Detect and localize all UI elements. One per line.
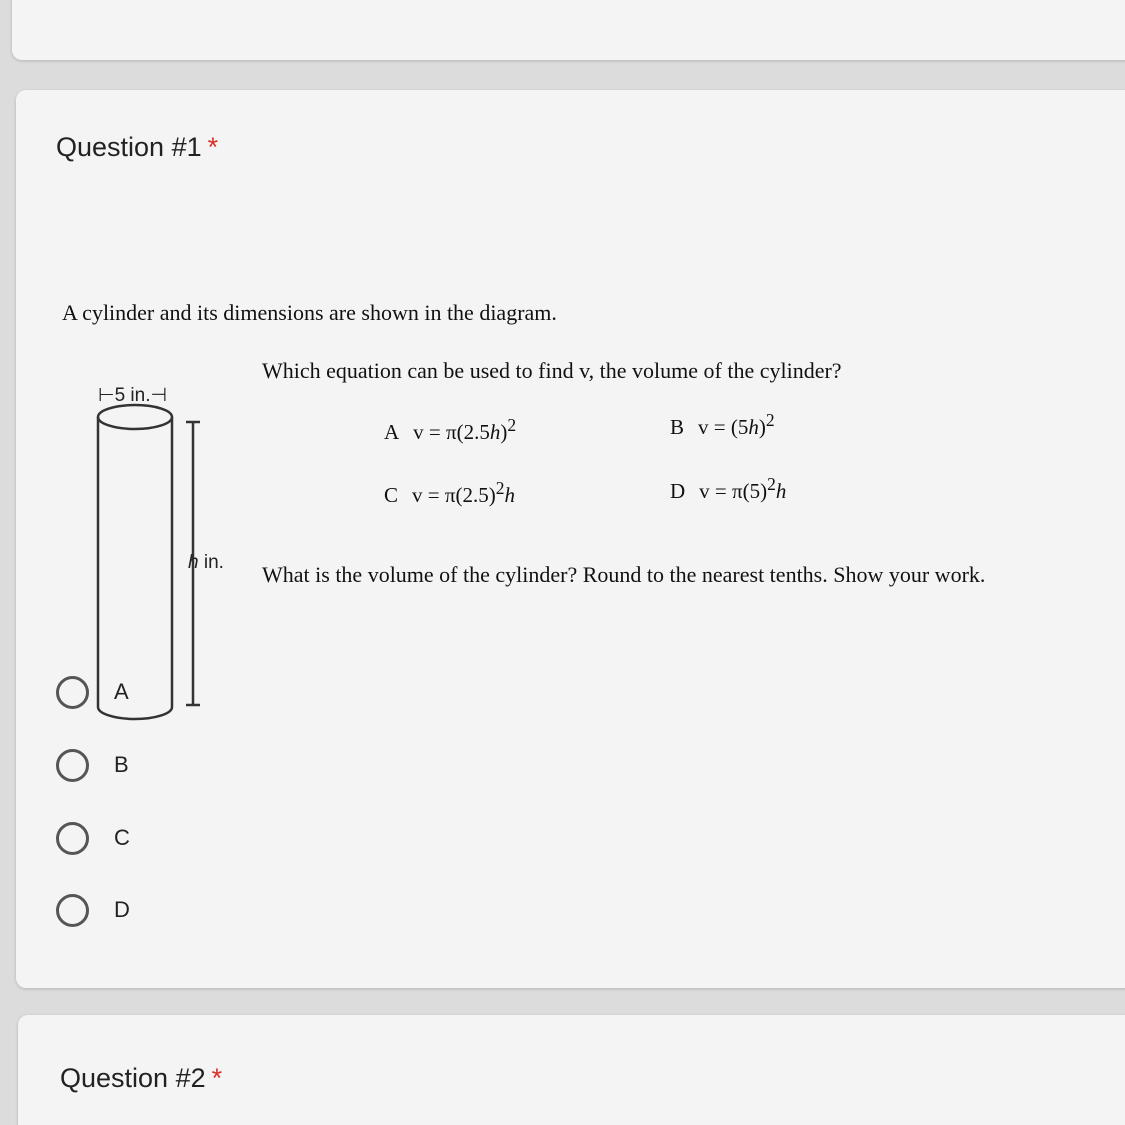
equation-var: h <box>489 420 501 444</box>
equation-letter: B <box>670 415 685 439</box>
volume-question-text: What is the volume of the cylinder? Round to the nearest tenths. Show your work. <box>262 562 986 587</box>
question-title-text: Question #2 <box>60 1063 206 1093</box>
equation-exponent: 2 <box>765 410 775 430</box>
option-label-c: C <box>114 825 130 850</box>
option-label-a: A <box>114 679 129 704</box>
option-label-d: D <box>114 897 130 922</box>
option-b[interactable] <box>56 745 129 785</box>
equation-lhs: v = π(2.5) <box>412 483 496 507</box>
height-var: h <box>188 552 199 573</box>
equation-lhs: v = (5 <box>698 415 749 439</box>
question-card-1 <box>16 90 1125 988</box>
which-equation-text: Which equation can be used to find v, the volume of the cylinder? <box>262 358 842 383</box>
equation-tail: h <box>504 483 515 507</box>
question-title-text: Question #1 <box>56 132 202 162</box>
option-d[interactable] <box>56 890 130 930</box>
equation-b <box>670 410 775 440</box>
equation-rhs: ) <box>500 420 508 444</box>
equation-a <box>384 415 516 445</box>
cylinder-top <box>98 405 172 429</box>
equation-letter: D <box>670 479 686 503</box>
radio-button-d[interactable] <box>56 894 89 927</box>
equation-d <box>670 474 786 504</box>
radio-button-c[interactable] <box>56 822 89 855</box>
option-c[interactable] <box>56 818 130 858</box>
question-image <box>56 210 1125 730</box>
width-tick-left: ⊢ <box>98 385 115 406</box>
equation-exponent: 2 <box>767 474 776 494</box>
question-card-2 <box>18 1015 1125 1125</box>
equation-var: h <box>748 415 759 439</box>
intro-text: A cylinder and its dimensions are shown in the diagram. <box>62 300 557 325</box>
radio-button-b[interactable] <box>56 749 89 782</box>
option-a[interactable] <box>56 672 129 712</box>
height-unit: in. <box>198 552 224 573</box>
radio-button-a[interactable] <box>56 676 89 709</box>
equation-letter: A <box>384 420 400 444</box>
width-label-text: 5 in. <box>114 385 151 406</box>
previous-card <box>12 0 1125 60</box>
equation-c <box>384 478 515 508</box>
equation-lhs: v = π(2.5 <box>413 420 490 444</box>
option-label-b: B <box>114 752 129 777</box>
equation-tail: h <box>775 479 787 503</box>
question-title <box>60 1063 222 1094</box>
equation-lhs: v = π(5) <box>699 479 768 503</box>
width-tick-right: ⊣ <box>150 385 168 406</box>
equation-rhs: ) <box>758 415 766 439</box>
question-title <box>56 132 218 163</box>
equation-exponent: 2 <box>507 415 517 435</box>
required-asterisk: * <box>211 1063 223 1093</box>
equation-exponent: 2 <box>495 478 505 498</box>
height-label <box>188 552 224 574</box>
required-asterisk: * <box>207 132 219 162</box>
equation-letter: C <box>384 483 399 507</box>
